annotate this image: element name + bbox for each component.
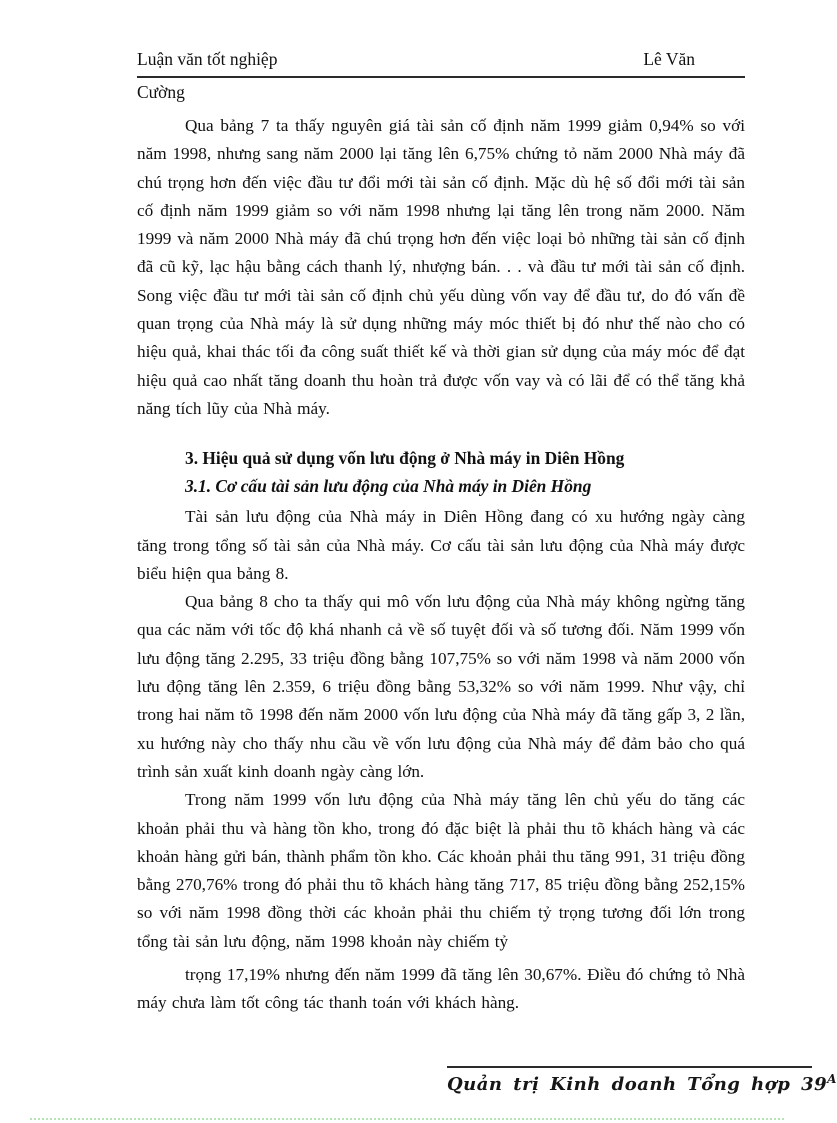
- document-header: [137, 46, 745, 78]
- subsection-heading: 3.1. Cơ cấu tài sản lưu động của Nhà máy in Diên Hồng: [185, 476, 592, 497]
- author-name-overflow: Cường: [137, 82, 185, 102]
- bottom-dotted-divider: [30, 1118, 784, 1120]
- paragraph-receivables-inventory: Trong năm 1999 vốn lưu động của Nhà máy tăng lên chủ yếu do tăng các khoản phải thu và hàng tồn kho, trong đó đặc biệt là phải thu tõ khách hàng và các khoản hàng gửi bán, thành phẩm tồn kho. Các khoản phải thu tăng 991, 31 triệu đồng bằng 270,76% trong đó phải thu tõ khách hàng tăng 717, 85 triệu đồng bằng 252,15% so với năm 1998 đồng thời các khoản phải thu chiếm tỷ trọng tương đối lớn trong tổng tài sản lưu động, năm 1998 khoản này chiếm tỷ: [137, 790, 745, 951]
- footer-class-text: Quản trị Kinh doanh Tổng hợp 39: [447, 1074, 828, 1095]
- paragraph-working-capital-growth: Qua bảng 8 cho ta thấy qui mô vốn lưu động của Nhà máy không ngừng tăng qua các năm với tốc độ khá nhanh cả về số tuyệt đối và số tương đối. Năm 1999 vốn lưu động tăng 2.295, 33 triệu đồng bằng 107,75% so với năm 1998 và năm 2000 vốn lưu động tăng lên 2.359, 6 triệu đồng bằng 53,32% so với năm 1999. Như vậy, chỉ trong hai năm tõ 1998 đến năm 2000 vốn lưu động của Nhà máy đã tăng gấp 3, 2 lần, xu hướng này cho thấy nhu cầu về vốn lưu động của Nhà máy để đảm bảo cho quá trình sản xuất kinh doanh ngày càng lớn.: [137, 592, 745, 781]
- page-footer: [447, 1066, 837, 1095]
- footer-class-superscript: A: [827, 1072, 837, 1086]
- paragraph-current-assets-intro: Tài sản lưu động của Nhà máy in Diên Hồng đang có xu hướng ngày càng tăng trong tổng số tài sản của Nhà máy. Cơ cấu tài sản lưu động của Nhà máy được biểu hiện qua bảng 8.: [137, 507, 745, 583]
- paragraph-receivables-conclusion: trọng 17,19% nhưng đến năm 1999 đã tăng lên 30,67%. Điều đó chứng tỏ Nhà máy chưa làm tốt công tác thanh toán với khách hàng.: [137, 965, 745, 1013]
- footer-class-label: [447, 1072, 837, 1095]
- section-heading: 3. Hiệu quả sử dụng vốn lưu động ở Nhà máy in Diên Hồng: [185, 448, 625, 469]
- author-name: Lê Văn: [643, 49, 695, 69]
- paragraph-fixed-assets: Qua bảng 7 ta thấy nguyên giá tài sản cố định năm 1999 giảm 0,94% so với năm 1998, nhưng sang năm 2000 lại tăng lên 6,75% chứng tỏ năm 2000 Nhà máy đã chú trọng hơn đến việc đầu tư đổi mới tài sản cố định. Mặc dù hệ số đổi mới tài sản cố định năm 1999 giảm so với năm 1998 nhưng lại tăng lên trong năm 2000. Năm 1999 và năm 2000 Nhà máy đã chú trọng hơn đến việc loại bỏ những tài sản cố định đã cũ kỹ, lạc hậu bằng cách thanh lý, nhượng bán. . . và đầu tư mới tài sản cố định. Song việc đầu tư mới tài sản cố định chủ yếu dùng vốn vay để đầu tư, do đó vấn đề quan trọng của Nhà máy là sử dụng những máy móc thiết bị đó như thế nào cho có hiệu quả, khai thác tối đa công suất thiết kế và thời gian sử dụng của máy móc để đạt hiệu quả cao nhất tăng doanh thu hoàn trả được vốn vay và có lãi để có thể tăng khả năng tích lũy của Nhà máy.: [137, 116, 745, 418]
- page-content: [137, 46, 745, 1018]
- running-header-title: Luận văn tốt nghiệp: [137, 49, 278, 69]
